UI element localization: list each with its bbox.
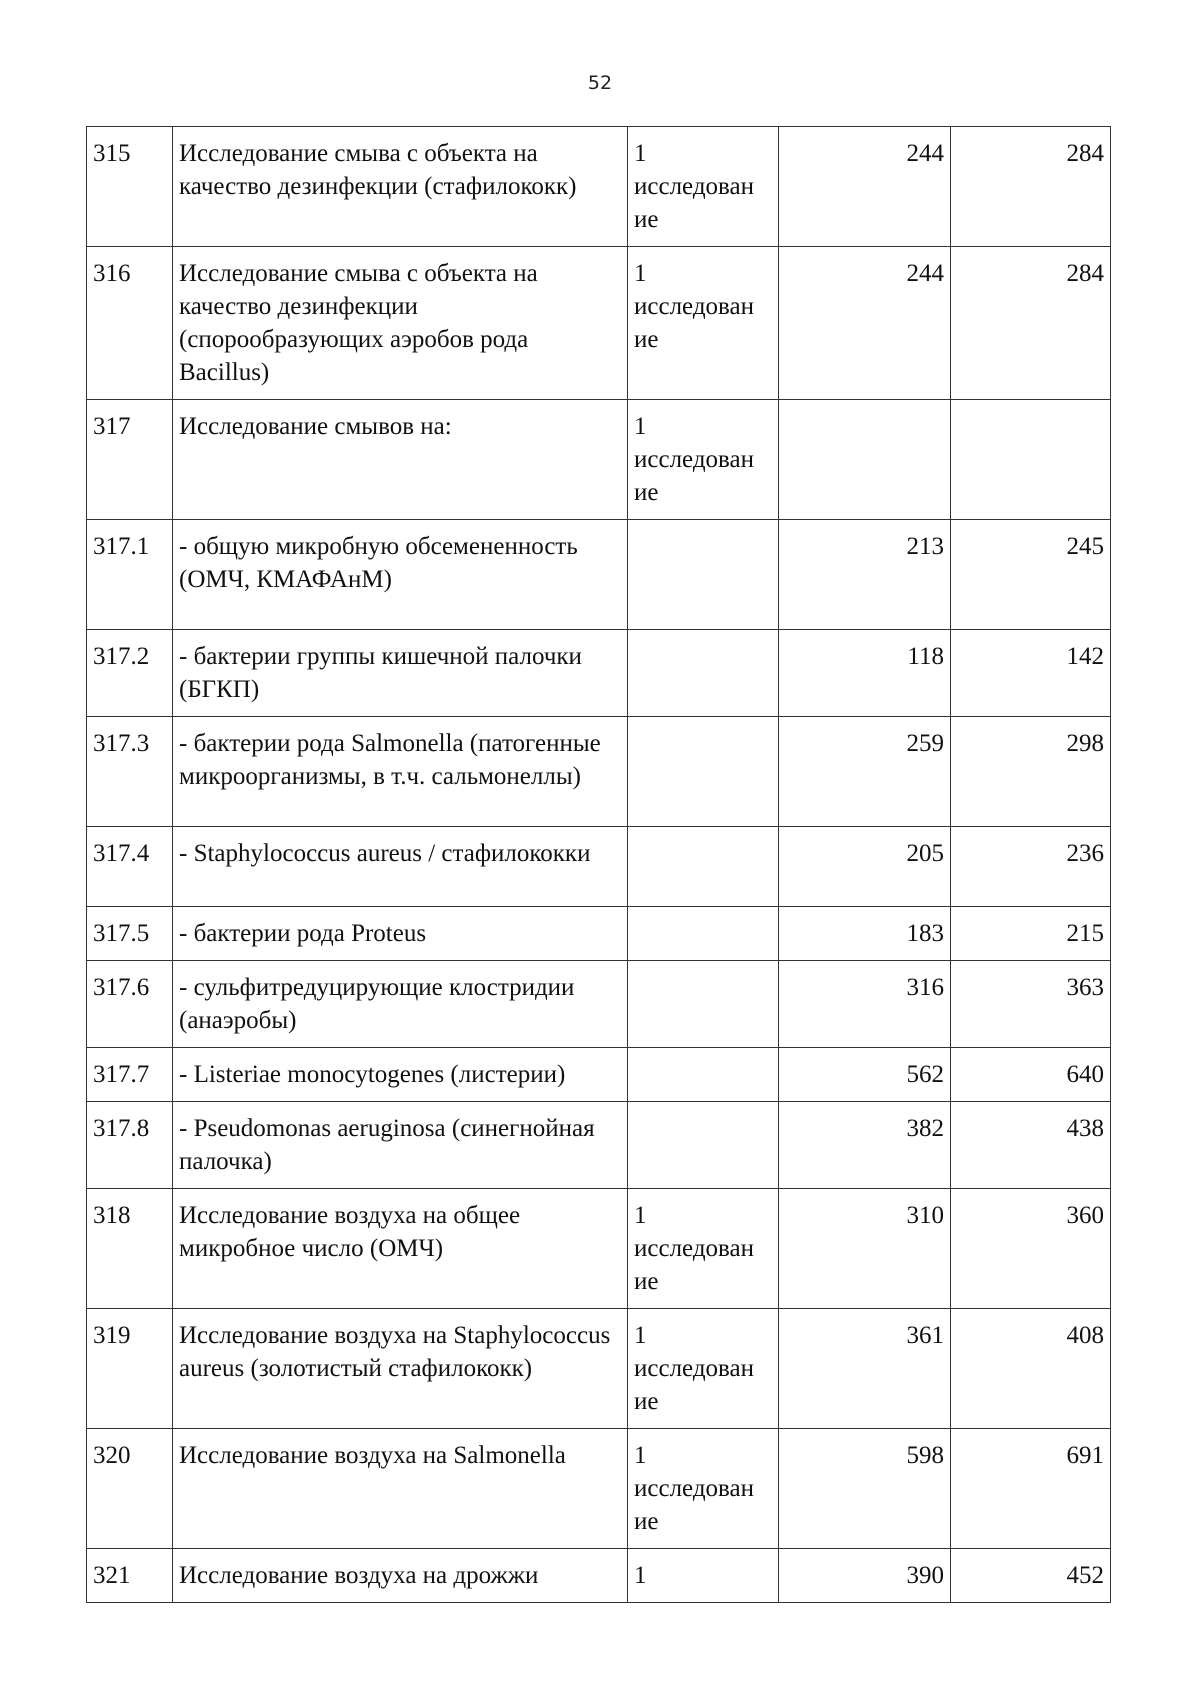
price-1: 183 [779, 907, 951, 961]
service-name: Исследование смыва с объекта на качество дезинфекции (спорообразующих аэробов рода Bacillus) [173, 247, 628, 400]
page-number: 52 [587, 72, 613, 94]
row-number: 317.5 [87, 907, 173, 961]
unit-of-measure: 1 исследован ие [628, 1189, 779, 1309]
price-1 [779, 400, 951, 520]
table-row [87, 630, 1111, 717]
table-row [87, 127, 1111, 247]
price-2: 438 [951, 1102, 1111, 1189]
table-row [87, 1189, 1111, 1309]
price-2: 298 [951, 717, 1111, 827]
table-row [87, 520, 1111, 630]
unit-of-measure [628, 907, 779, 961]
row-number: 317.4 [87, 827, 173, 907]
service-name: - сульфитредуцирующие клостридии (анаэробы) [173, 961, 628, 1048]
price-2: 360 [951, 1189, 1111, 1309]
table-row [87, 961, 1111, 1048]
price-1: 361 [779, 1309, 951, 1429]
price-1: 598 [779, 1429, 951, 1549]
price-1: 213 [779, 520, 951, 630]
service-name: - общую микробную обсемененность (ОМЧ, КМАФАнМ) [173, 520, 628, 630]
unit-of-measure [628, 1102, 779, 1189]
unit-of-measure: 1 исследован ие [628, 247, 779, 400]
row-number: 317.7 [87, 1048, 173, 1102]
price-2: 640 [951, 1048, 1111, 1102]
table-row [87, 1309, 1111, 1429]
price-1: 244 [779, 127, 951, 247]
price-1: 244 [779, 247, 951, 400]
service-name: Исследование смыва с объекта на качество дезинфекции (стафилококк) [173, 127, 628, 247]
service-name: - бактерии рода Salmonella (патогенные микроорганизмы, в т.ч. сальмонеллы) [173, 717, 628, 827]
price-2: 408 [951, 1309, 1111, 1429]
unit-of-measure [628, 827, 779, 907]
service-name: Исследование смывов на: [173, 400, 628, 520]
service-name: Исследование воздуха на дрожжи [173, 1549, 628, 1603]
price-2: 363 [951, 961, 1111, 1048]
price-1: 562 [779, 1048, 951, 1102]
price-2: 215 [951, 907, 1111, 961]
table-row [87, 1429, 1111, 1549]
service-name: - Pseudomonas aeruginosa (синегнойная палочка) [173, 1102, 628, 1189]
table-row [87, 1048, 1111, 1102]
row-number: 317.1 [87, 520, 173, 630]
price-2 [951, 400, 1111, 520]
price-table [86, 126, 1111, 1603]
unit-of-measure: 1 исследован ие [628, 400, 779, 520]
price-1: 118 [779, 630, 951, 717]
unit-of-measure [628, 717, 779, 827]
service-name: - Listeriae monocytogenes (листерии) [173, 1048, 628, 1102]
unit-of-measure [628, 1048, 779, 1102]
table-row [87, 247, 1111, 400]
table-row [87, 717, 1111, 827]
table-row [87, 1549, 1111, 1603]
price-2: 284 [951, 127, 1111, 247]
row-number: 321 [87, 1549, 173, 1603]
price-1: 205 [779, 827, 951, 907]
price-2: 142 [951, 630, 1111, 717]
row-number: 317.8 [87, 1102, 173, 1189]
service-name: Исследование воздуха на Staphylococcus aureus (золотистый стафилококк) [173, 1309, 628, 1429]
service-name: - Staphylococcus aureus / стафилококки [173, 827, 628, 907]
row-number: 320 [87, 1429, 173, 1549]
price-1: 390 [779, 1549, 951, 1603]
service-name: Исследование воздуха на общее микробное число (ОМЧ) [173, 1189, 628, 1309]
service-name: Исследование воздуха на Salmonella [173, 1429, 628, 1549]
service-name: - бактерии группы кишечной палочки (БГКП) [173, 630, 628, 717]
row-number: 319 [87, 1309, 173, 1429]
unit-of-measure [628, 961, 779, 1048]
unit-of-measure: 1 [628, 1549, 779, 1603]
price-2: 691 [951, 1429, 1111, 1549]
price-2: 236 [951, 827, 1111, 907]
row-number: 315 [87, 127, 173, 247]
unit-of-measure [628, 630, 779, 717]
row-number: 317 [87, 400, 173, 520]
unit-of-measure: 1 исследован ие [628, 1309, 779, 1429]
price-1: 310 [779, 1189, 951, 1309]
table-row [87, 827, 1111, 907]
row-number: 316 [87, 247, 173, 400]
row-number: 317.3 [87, 717, 173, 827]
price-1: 259 [779, 717, 951, 827]
unit-of-measure [628, 520, 779, 630]
row-number: 317.6 [87, 961, 173, 1048]
table-row [87, 907, 1111, 961]
price-2: 452 [951, 1549, 1111, 1603]
row-number: 318 [87, 1189, 173, 1309]
service-name: - бактерии рода Proteus [173, 907, 628, 961]
unit-of-measure: 1 исследован ие [628, 127, 779, 247]
price-2: 245 [951, 520, 1111, 630]
price-1: 316 [779, 961, 951, 1048]
unit-of-measure: 1 исследован ие [628, 1429, 779, 1549]
price-1: 382 [779, 1102, 951, 1189]
table-row [87, 1102, 1111, 1189]
price-2: 284 [951, 247, 1111, 400]
row-number: 317.2 [87, 630, 173, 717]
table-row [87, 400, 1111, 520]
